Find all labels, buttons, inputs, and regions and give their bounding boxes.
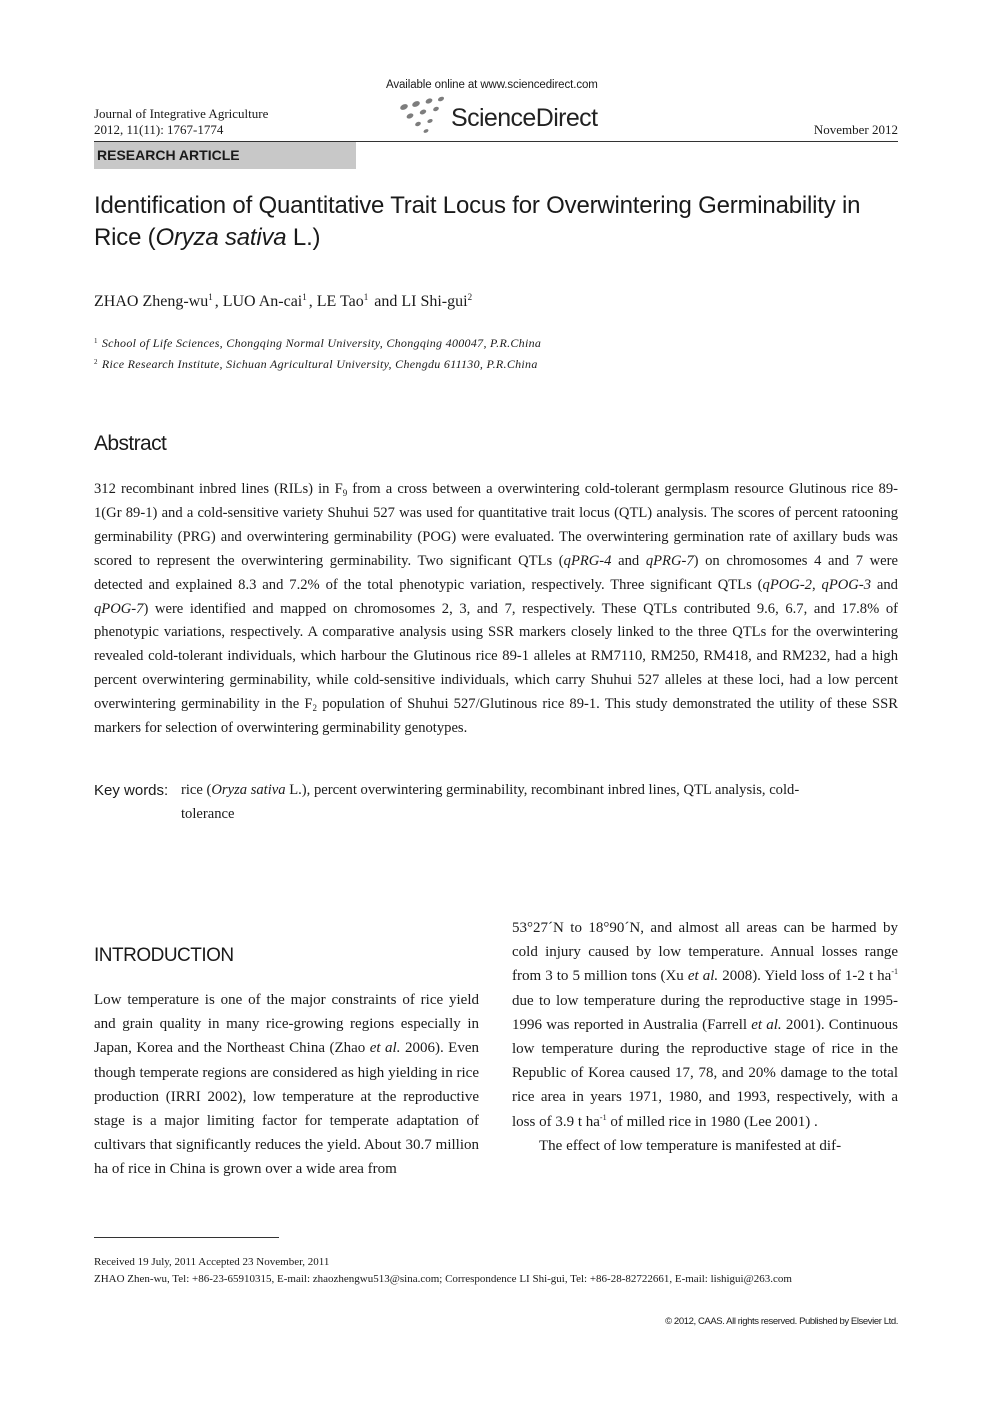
author-affiliation-mark: 1	[208, 292, 213, 302]
body-column-right	[512, 916, 898, 1158]
copyright-notice: © 2012, CAAS. All rights reserved. Published by Elsevier Ltd.	[665, 1316, 898, 1327]
abstract-heading: Abstract	[94, 432, 167, 455]
paragraph: 53°27´N to 18°90´N, and almost all areas can be harmed by cold injury caused by low temperature. Annual losses range from 3 to 5 million tons (Xu et al. 2008). Yield loss of 1-2 t $ha^{-1}$ due to low temperature during the reproductive stage in 1995-1996 was reported in Australia (Farrell et al. 2001). Continuous low temperature during the reproductive stage of rice in the Republic of Korea caused 17, 78, and 20% damage to the total rice area in years 1971, 1980, and 1993, respectively, with a loss of 3.9 t $ha^{-1}$ of milled rice in 1980 (Lee 2001) .	[512, 920, 898, 1130]
author-name: ZHAO Zheng-wu	[94, 293, 209, 310]
footnote-divider	[94, 1237, 279, 1238]
author-affiliation-mark: 2	[467, 292, 473, 302]
introduction-heading: INTRODUCTION	[94, 945, 234, 966]
article-title	[94, 190, 904, 254]
author-list: ZHAO Zheng-$wu^1$ , LUO An-cai$^1$ , LE Tao$^1$ and LI Shi-gui$^2$	[94, 292, 473, 310]
sciencedirect-brand: ScienceDirect	[451, 104, 598, 132]
author-contact: ZHAO Zhen-wu, Tel: +86-23-65910315, E-mail: zhaozhengwu513@sina.com; Correspondence LI Shi-gui, Tel: +86-28-82722661, E-mail: lishigui@263.com	[94, 1273, 792, 1285]
keywords-label: Key words:	[94, 782, 169, 799]
body-column-left	[94, 988, 479, 1182]
author-name: LUO An-cai	[222, 293, 303, 310]
article-type-label: RESEARCH ARTICLE	[94, 142, 356, 169]
author-affiliation-mark: 1	[302, 292, 307, 302]
author-name: LI Shi-gui	[401, 293, 468, 310]
author-name: LE Tao	[316, 293, 364, 310]
title-main: Identification of Quantitative Trait Locus for Overwintering Germinability in Rice (	[94, 192, 861, 251]
paragraph: Low temperature is one of the major constraints of rice yield and grain quality in many rice-growing regions especially in Japan, Korea and the Northeast China (Zhao et al. 2006). Even though temperate regions are considered as high yielding in rice production (IRRI 2002), low temperature at the reproductive stage is a major limiting factor for temperate adaptation of cultivars that significantly reduces the yield. About 30.7 million ha of rice in China is grown over a wide area from	[94, 992, 479, 1178]
author-affiliation-mark: 1	[363, 292, 369, 302]
keywords-text-continued: tolerance	[181, 805, 235, 822]
publication-date: November 2012	[813, 122, 898, 137]
paragraph: The effect of low temperature is manifested at dif-	[539, 1137, 842, 1154]
affiliation: $^1$ School of Life Sciences, Chongqing Normal University, Chongqing 400047, P.R.China	[94, 336, 542, 350]
journal-name: Journal of Integrative Agriculture	[94, 106, 269, 121]
title-suffix: L.)	[286, 224, 321, 251]
abstract-body: 312 recombinant inbred lines (RILs) in $F_9$ from a cross between a overwintering cold-tolerant germplasm resource Glutinous rice 89-1(Gr 89-1) and a cold-sensitive variety Shuhui 527 was used for quantitative trait locus (QTL) analysis. The scores of percent ratooning germinability (PRG) and overwintering germinability (POG) were evaluated. The overwintering germination rate of axillary buds was scored to represent the overwintering germinability. Two significant QTLs (qPRG-4 and qPRG-7) on chromosomes 4 and 7 were detected and explained 8.3 and 7.2% of the total phenotypic variation, respectively. Three significant QTLs (qPOG-2, qPOG-3 and qPOG-7) were identified and mapped on chromosomes 2, 3, and 7, respectively. These QTLs contributed 9.6, 6.7, and 17.8% of phenotypic variations, respectively. A comparative analysis using SSR markers closely linked to the three QTLs for the overwintering revealed cold-tolerant individuals, which harbour the Glutinous rice 89-1 alleles at RM7110, RM250, RM418, and RM232, had a high percent overwintering germinability, while cold-sensitive individuals, which carry Shuhui 527 alleles at these loci, had a low percent overwintering germinability in the $F_2$ population of Shuhui 527/Glutinous rice 89-1. This study demonstrated the utility of these SSR markers for selection of overwintering germinability genotypes.	[94, 481, 898, 737]
title-species: Oryza sativa	[155, 224, 287, 251]
affiliation: $^2$ Rice Research Institute, Sichuan Agricultural University, Chengdu 611130, P.R.China	[94, 357, 538, 371]
footnotes	[94, 1254, 914, 1288]
available-online-text: Available online at www.sciencedirect.com	[386, 79, 598, 91]
received-accepted-dates: Received 19 July, 2011 Accepted 23 November, 2011	[94, 1256, 330, 1268]
journal-citation: 2012, 11(11): 1767-1774	[94, 122, 224, 137]
keywords-block	[94, 779, 898, 826]
journal-info	[94, 106, 268, 138]
keywords-text: rice (Oryza sativa L.), percent overwintering germinability, recombinant inbred lines, QTL analysis, cold-	[181, 782, 800, 798]
